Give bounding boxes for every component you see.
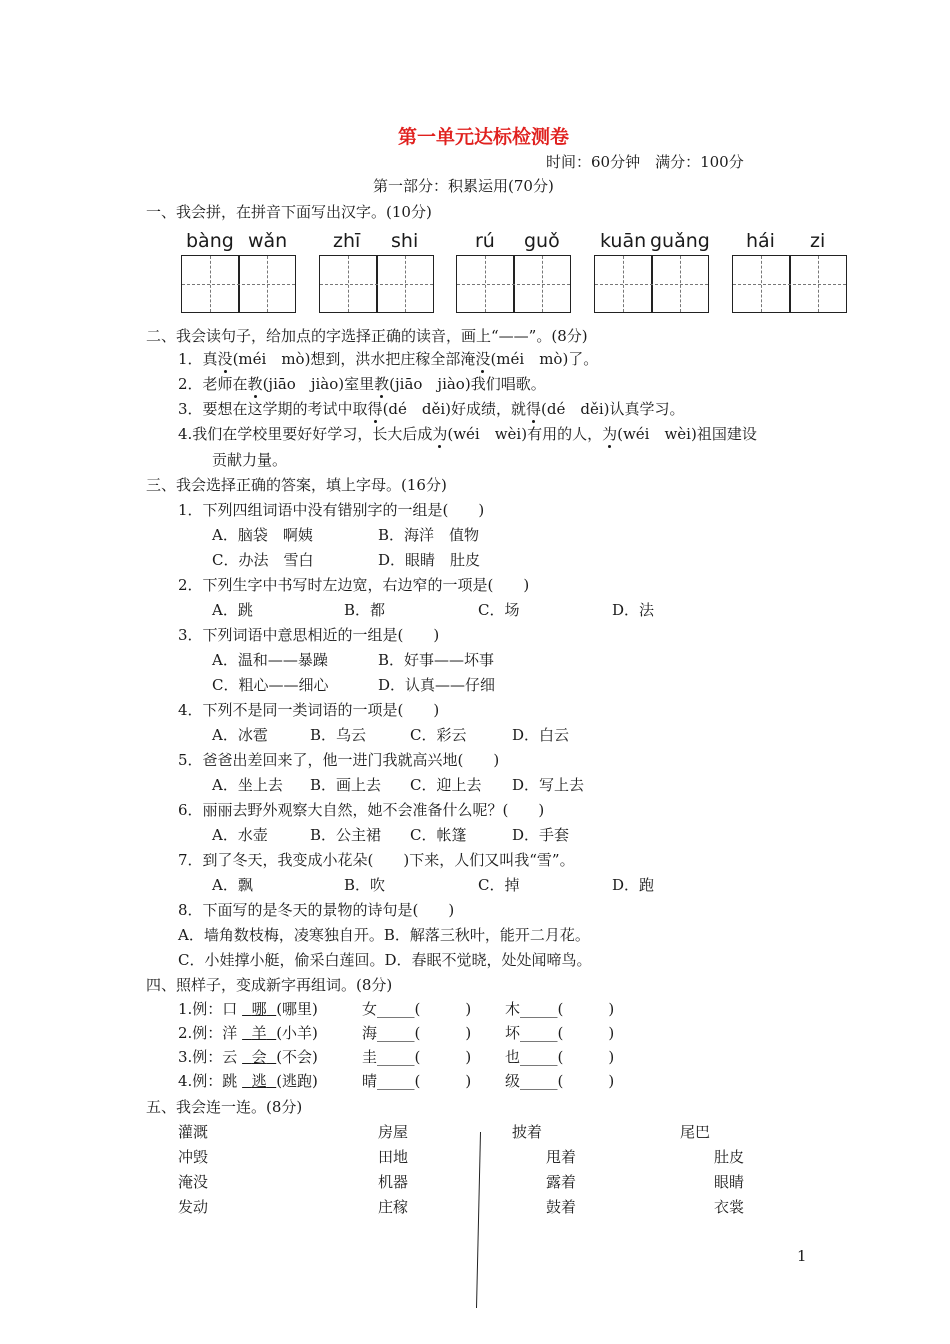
pinyin: wǎn	[248, 230, 288, 252]
match-word[interactable]: 眼睛	[714, 1173, 745, 1191]
option: A．飘	[212, 876, 253, 894]
fill-blank[interactable]: 也_____( )	[505, 1048, 615, 1066]
fill-blank[interactable]: 木_____( )	[505, 1000, 615, 1018]
column-divider	[476, 1132, 481, 1308]
option: C．粗心——细心	[212, 676, 329, 694]
match-word[interactable]: 冲毁	[178, 1148, 209, 1166]
writing-box[interactable]	[319, 255, 434, 313]
question-3-2: 2．下列生字中书写时左边宽，右边窄的一项是( )	[178, 576, 530, 594]
option: C．掉	[478, 876, 520, 894]
option: A．温和——暴躁	[212, 651, 328, 669]
option: C．小娃撑小艇，偷采白莲回。D．春眠不觉晓，处处闻啼鸟。	[178, 951, 592, 969]
option: B．乌云	[310, 726, 367, 744]
match-word[interactable]: 尾巴	[680, 1123, 711, 1141]
option: B．好事——坏事	[378, 651, 495, 669]
option: C．办法 雪白	[212, 551, 314, 569]
writing-box[interactable]	[732, 255, 847, 313]
section-4-heading: 四、照样子，变成新字再组词。(8分)	[146, 976, 393, 994]
question-2-2: 2．老师在教(jiāo jiào)室里教(jiāo jiào)我们唱歌。	[178, 375, 546, 393]
question-2-1: 1．真没(méi mò)想到，洪水把庄稼全部淹没(méi mò)了。	[178, 350, 599, 368]
fill-blank[interactable]: 级_____( )	[505, 1072, 615, 1090]
match-word[interactable]: 庄稼	[378, 1198, 409, 1216]
fill-blank[interactable]: 晴_____( )	[362, 1072, 472, 1090]
match-word[interactable]: 机器	[378, 1173, 409, 1191]
question-3-5: 5．爸爸出差回来了，他一进门我就高兴地( )	[178, 751, 500, 769]
match-word[interactable]: 灌溉	[178, 1123, 209, 1141]
question-3-7: 7．到了冬天，我变成小花朵( )下来，人们又叫我“雪”。	[178, 851, 575, 869]
example-row: 4.例：跳 逃 (逃跑)	[178, 1072, 318, 1090]
pinyin: rú	[475, 230, 495, 252]
section-5-heading: 五、我会连一连。(8分)	[146, 1098, 303, 1116]
question-2-3: 3．要想在这学期的考试中取得(dé děi)好成绩，就得(dé děi)认真学习。	[178, 400, 685, 418]
option: A．坐上去	[212, 776, 283, 794]
option: A．墙角数枝梅，凌寒独自开。B．解落三秋叶，能开二月花。	[178, 926, 590, 944]
match-word[interactable]: 肚皮	[714, 1148, 745, 1166]
pinyin: guǒ	[524, 230, 560, 252]
question-3-1: 1．下列四组词语中没有错别字的一组是( )	[178, 501, 485, 519]
writing-box[interactable]	[181, 255, 296, 313]
pinyin: shi	[391, 230, 419, 252]
example-row: 3.例：云 会 (不会)	[178, 1048, 318, 1066]
option: B．公主裙	[310, 826, 382, 844]
pinyin: zi	[810, 230, 826, 252]
match-word[interactable]: 甩着	[546, 1148, 577, 1166]
option: A．水壶	[212, 826, 268, 844]
option: D．认真——仔细	[378, 676, 496, 694]
match-word[interactable]: 露着	[546, 1173, 577, 1191]
option: A．脑袋 啊姨	[212, 526, 313, 544]
question-2-4: 4.我们在学校里要好好学习，长大后成为(wéi wèi)有用的人，为(wéi wèi)祖国建设	[178, 425, 757, 443]
section-2-heading: 二、我会读句子，给加点的字选择正确的读音，画上“——”。(8分)	[146, 327, 588, 345]
option: D．眼睛 肚皮	[378, 551, 481, 569]
fill-blank[interactable]: 圭_____( )	[362, 1048, 472, 1066]
match-word[interactable]: 披着	[512, 1123, 543, 1141]
time-score: 时间：60分钟 满分：100分	[546, 153, 744, 171]
page-title: 第一单元达标检测卷	[398, 126, 570, 148]
pinyin: kuān	[600, 230, 647, 252]
match-word[interactable]: 衣裳	[714, 1198, 745, 1216]
option: B．画上去	[310, 776, 382, 794]
match-word[interactable]: 鼓着	[546, 1198, 577, 1216]
fill-blank[interactable]: 海_____( )	[362, 1024, 472, 1042]
fill-blank[interactable]: 女_____( )	[362, 1000, 472, 1018]
option: D．法	[612, 601, 655, 619]
match-word[interactable]: 淹没	[178, 1173, 209, 1191]
option: B．海洋 值物	[378, 526, 480, 544]
option: C．场	[478, 601, 520, 619]
example-row: 1.例：口 哪 (哪里)	[178, 1000, 318, 1018]
section-3-heading: 三、我会选择正确的答案，填上字母。(16分)	[146, 476, 447, 494]
pinyin: bàng	[186, 230, 234, 252]
question-2-4-cont: 贡献力量。	[212, 451, 288, 469]
pinyin: zhī	[333, 230, 361, 252]
match-word[interactable]: 田地	[378, 1148, 409, 1166]
pinyin: hái	[746, 230, 775, 252]
question-3-6: 6．丽丽去野外观察大自然，她不会准备什么呢？( )	[178, 801, 545, 819]
option: D．手套	[512, 826, 570, 844]
writing-box[interactable]	[594, 255, 709, 313]
section-1-heading: 一、我会拼，在拼音下面写出汉字。(10分)	[146, 203, 432, 221]
option: C．帐篷	[410, 826, 467, 844]
writing-box[interactable]	[456, 255, 571, 313]
question-3-3: 3．下列词语中意思相近的一组是( )	[178, 626, 440, 644]
question-3-8: 8．下面写的是冬天的景物的诗句是( )	[178, 901, 455, 919]
question-3-4: 4．下列不是同一类词语的一项是( )	[178, 701, 440, 719]
option: D．白云	[512, 726, 570, 744]
option: A．冰雹	[212, 726, 268, 744]
option: C．彩云	[410, 726, 467, 744]
match-word[interactable]: 发动	[178, 1198, 209, 1216]
page-number: 1	[797, 1247, 807, 1265]
option: B．都	[344, 601, 386, 619]
match-word[interactable]: 房屋	[378, 1123, 409, 1141]
example-row: 2.例：洋 羊 (小羊)	[178, 1024, 318, 1042]
pinyin: guǎng	[650, 230, 710, 252]
option: D．写上去	[512, 776, 585, 794]
option: B．吹	[344, 876, 386, 894]
part-heading: 第一部分：积累运用(70分)	[373, 177, 554, 195]
option: D．跑	[612, 876, 655, 894]
option: C．迎上去	[410, 776, 482, 794]
fill-blank[interactable]: 坏_____( )	[505, 1024, 615, 1042]
option: A．跳	[212, 601, 253, 619]
